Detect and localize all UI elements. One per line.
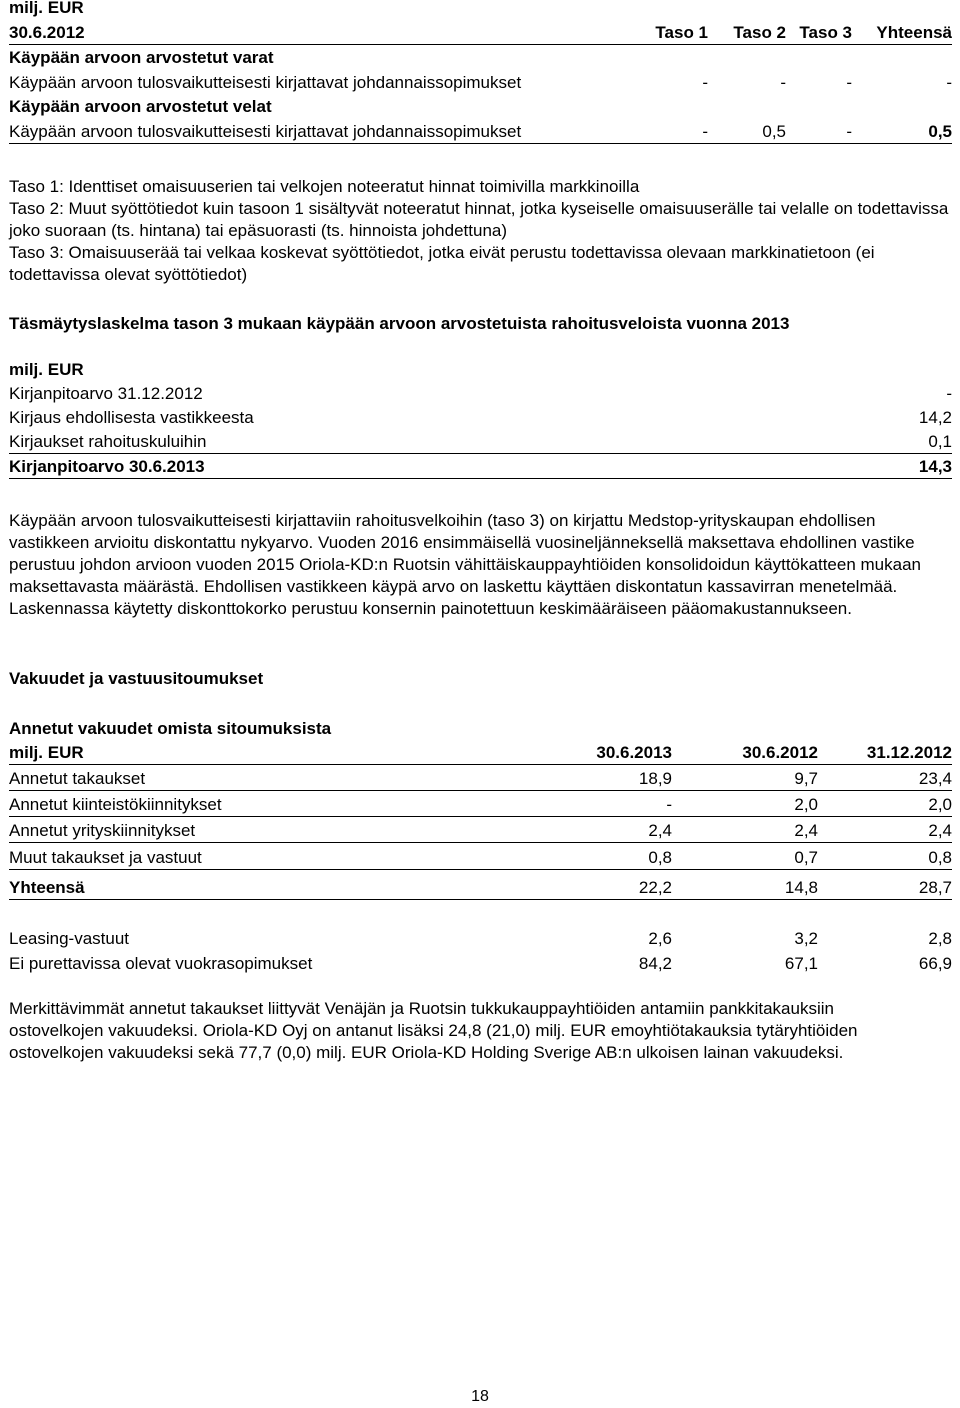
row-label: Annetut yrityskiinnitykset bbox=[9, 821, 196, 840]
row-label: Kirjaus ehdollisesta vastikkeesta bbox=[9, 408, 254, 427]
closing-paragraph: Merkittävimmät annetut takaukset liittyvät Venäjän ja Ruotsin tukkukauppayhtiöiden antamiin pankkitakauksiin ostovelkojen vakuudeksi. Oriola-KD Oyj on antanut lisäksi 24,8 (21,0) milj. EUR emoyhtiötakauksia tytäryhtiöiden ostovelkojen vakuudeksi sekä 77,7 (0,0) milj. EUR Oriola-KD Holding Sverige AB:n ulkoisen lainan vakuudeksi. bbox=[9, 999, 858, 1062]
cell: 28,7 bbox=[918, 878, 952, 897]
level1-definition: Taso 1: Identtiset omaisuuserien tai velkojen noteeratut hinnat toimivilla markkinoilla bbox=[9, 177, 640, 196]
recon-unit-row bbox=[9, 357, 952, 381]
row-label: Käypään arvoon tulosvaikutteisesti kirjattavat johdannaissopimukset bbox=[9, 121, 522, 141]
cell-taso1: - bbox=[702, 121, 708, 141]
cell: 2,0 bbox=[794, 795, 818, 814]
cell: 22,2 bbox=[638, 878, 672, 897]
table-row bbox=[9, 405, 952, 429]
table1-unit: milj. EUR bbox=[9, 0, 84, 17]
cell-taso2: 0,5 bbox=[762, 121, 786, 141]
cell: 2,8 bbox=[928, 929, 952, 948]
fair-value-hierarchy-table bbox=[9, 0, 952, 144]
cell: 3,2 bbox=[794, 929, 818, 948]
recon-table bbox=[9, 357, 952, 479]
table-row bbox=[9, 69, 952, 94]
cell: 9,7 bbox=[794, 769, 818, 788]
row-label: Leasing-vastuut bbox=[9, 929, 130, 948]
row-value: 14,2 bbox=[918, 408, 952, 427]
level-definitions bbox=[9, 176, 952, 286]
table1-section-assets bbox=[9, 45, 952, 70]
col-date-2: 30.6.2012 bbox=[742, 743, 818, 762]
row-label: Kirjanpitoarvo 31.12.2012 bbox=[9, 384, 203, 403]
row-label: Käypään arvoon tulosvaikutteisesti kirjattavat johdannaissopimukset bbox=[9, 72, 522, 92]
table-row bbox=[9, 765, 952, 791]
cell-taso2: - bbox=[780, 72, 786, 92]
cell: 0,8 bbox=[648, 848, 672, 867]
guarantees-table bbox=[9, 740, 952, 900]
guarantees-total-row bbox=[9, 870, 952, 900]
page-number: 18 bbox=[471, 1388, 489, 1405]
recon-unit: milj. EUR bbox=[9, 360, 84, 379]
table1-col-taso1: Taso 1 bbox=[655, 22, 708, 42]
cell-taso3: - bbox=[846, 121, 852, 141]
cell: 84,2 bbox=[638, 954, 672, 973]
row-value: 14,3 bbox=[918, 457, 952, 476]
cell: 2,6 bbox=[648, 929, 672, 948]
cell-total: - bbox=[946, 72, 952, 92]
cell: 2,4 bbox=[794, 821, 818, 840]
level3-definition: Taso 3: Omaisuuserää tai velkaa koskevat syöttötiedot, jotka eivät perustu todettavissa olevaan markkinatietoon (ei todettavissa olevat syöttötiedot) bbox=[9, 243, 875, 284]
cell-taso3: - bbox=[846, 72, 852, 92]
row-label: Annetut takaukset bbox=[9, 769, 146, 788]
cell: 0,7 bbox=[794, 848, 818, 867]
cell: 66,9 bbox=[918, 954, 952, 973]
row-label: Muut takaukset ja vastuut bbox=[9, 848, 202, 867]
table1-date: 30.6.2012 bbox=[9, 22, 85, 42]
table1-col-taso3: Taso 3 bbox=[799, 22, 852, 42]
level2-definition: Taso 2: Muut syöttötiedot kuin tasoon 1 sisältyvät noteeratut hinnat, jotka kyseiselle omaisuuserälle tai velalle on todettavissa joko suoraan (ts. hintana) tai epäsuorasti (ts. hinnoista johdettuna) bbox=[9, 199, 949, 240]
row-label: Yhteensä bbox=[9, 878, 85, 897]
section-title: Vakuudet ja vastuusitoumukset bbox=[9, 669, 264, 688]
table-row bbox=[9, 429, 952, 454]
row-value: - bbox=[946, 384, 952, 403]
table-row bbox=[9, 381, 952, 405]
guarantees-title: Annetut vakuudet omista sitoumuksista bbox=[9, 719, 332, 738]
recon-explanation: Käypään arvoon tulosvaikutteisesti kirjattaviin rahoitusvelkoihin (taso 3) on kirjattu Medstop-yrityskaupan ehdollisen vastikkeen arvioitu diskontattu nykyarvo. Vuoden 2016 ensimmäisellä vuosineljänneksellä maksettava ehdollinen vastike perustuu johdon arvioon vuoden 2015 Oriola-KD:n Ruotsin vähittäiskauppayhtiöiden konsolidoidun käyttökatteen mukaan maksettavasta määrästä. Ehdollisen vastikkeen käypä arvo on laskettu käyttäen diskontatun kassavirran menetelmää. Laskennassa käytetty diskonttokorko perustuu konsernin painotettuun keskimääräiseen pääomakustannukseen. bbox=[9, 511, 921, 618]
recon-total-row bbox=[9, 454, 952, 479]
cell: 0,8 bbox=[928, 848, 952, 867]
cell: 2,0 bbox=[928, 795, 952, 814]
row-label: Annetut kiinteistökiinnitykset bbox=[9, 795, 222, 814]
cell-taso1: - bbox=[702, 72, 708, 92]
section-assets-label: Käypään arvoon arvostetut varat bbox=[9, 48, 274, 67]
table1-section-liabilities bbox=[9, 94, 952, 119]
section-liabilities-label: Käypään arvoon arvostetut velat bbox=[9, 97, 272, 116]
table-row bbox=[9, 118, 952, 144]
cell: 2,4 bbox=[928, 821, 952, 840]
guarantees-header-row bbox=[9, 740, 952, 765]
table-row bbox=[9, 791, 952, 817]
cell: - bbox=[666, 795, 672, 814]
row-label: Kirjaukset rahoituskuluihin bbox=[9, 432, 207, 451]
row-value: 0,1 bbox=[928, 432, 952, 451]
cell: 23,4 bbox=[918, 769, 952, 788]
table1-col-total: Yhteensä bbox=[876, 22, 952, 42]
row-label: Ei purettavissa olevat vuokrasopimukset bbox=[9, 954, 313, 973]
col-date-3: 31.12.2012 bbox=[866, 743, 952, 762]
table-row bbox=[9, 925, 952, 950]
cell-total: 0,5 bbox=[928, 121, 952, 141]
table-row bbox=[9, 950, 952, 975]
leasing-table bbox=[9, 925, 952, 975]
cell: 67,1 bbox=[784, 954, 818, 973]
recon-title: Täsmäytyslaskelma tason 3 mukaan käypään arvoon arvostetuista rahoitusveloista vuonna 2013 bbox=[9, 314, 790, 333]
table1-header-row bbox=[9, 19, 952, 45]
guarantees-unit: milj. EUR bbox=[9, 743, 84, 762]
table-row bbox=[9, 843, 952, 870]
table-row bbox=[9, 817, 952, 843]
table1-col-taso2: Taso 2 bbox=[733, 22, 786, 42]
cell: 18,9 bbox=[638, 769, 672, 788]
cell: 14,8 bbox=[784, 878, 818, 897]
col-date-1: 30.6.2013 bbox=[596, 743, 672, 762]
cell: 2,4 bbox=[648, 821, 672, 840]
table1-unit-row bbox=[9, 0, 952, 19]
row-label: Kirjanpitoarvo 30.6.2013 bbox=[9, 457, 205, 476]
